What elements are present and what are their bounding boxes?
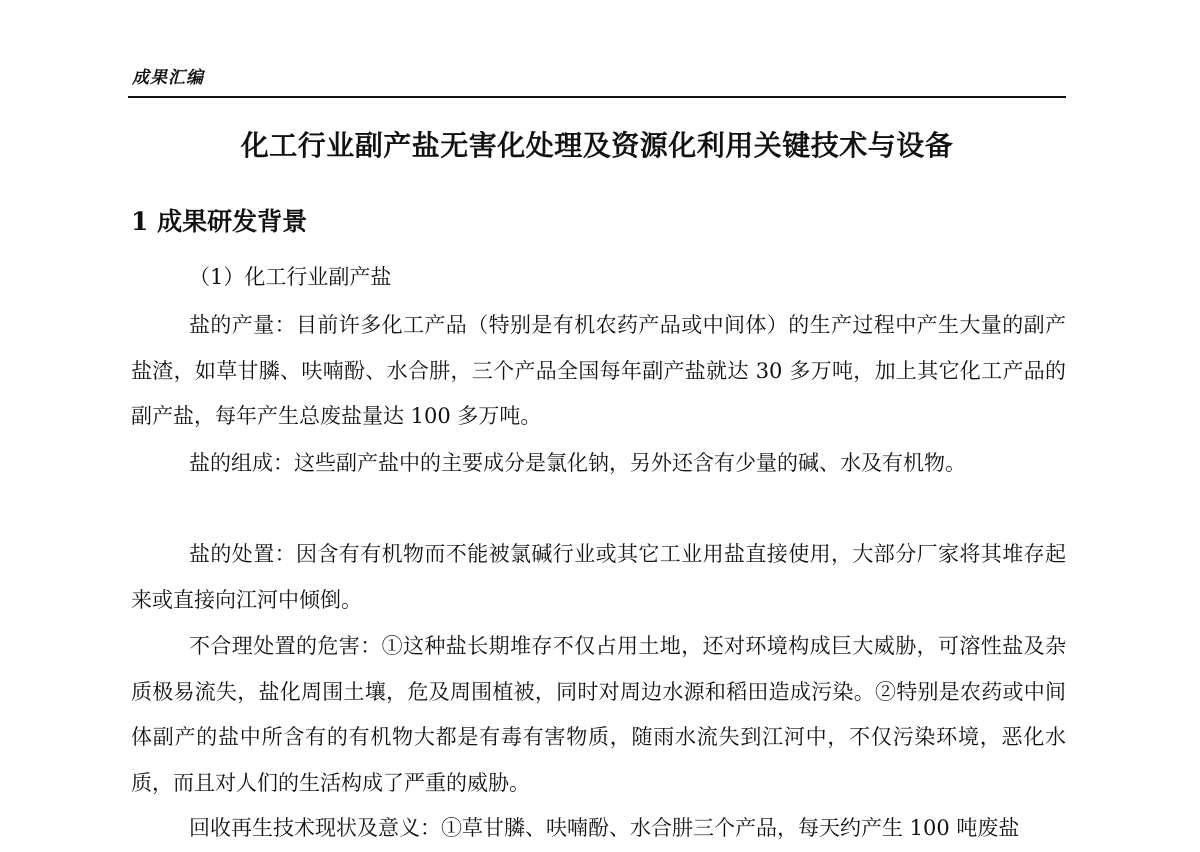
paragraph-lead: 盐的处置： <box>189 542 296 566</box>
paragraph-salt-composition <box>131 441 1066 487</box>
paragraph-lead: 盐的组成： <box>189 451 294 475</box>
paragraph-text: 这些副产盐中的主要成分是氯化钠，另外还含有少量的碱、水及有机物。 <box>294 451 966 475</box>
paragraph-text: 因含有有机物而不能被氯碱行业或其它工业用盐直接使用，大部分厂家将其堆存起来或直接向江河中倾倒。 <box>131 542 1066 612</box>
section-heading: 1 成果研发背景 <box>131 207 308 236</box>
header-rule <box>128 96 1066 98</box>
running-header: 成果汇编 <box>132 68 204 88</box>
subsection-heading: （1）化工行业副产盐 <box>189 265 392 289</box>
paragraph-cutoff <box>131 806 1066 852</box>
paragraph-salt-disposal <box>131 532 1066 623</box>
paragraph-lead: 盐的产量： <box>189 313 296 337</box>
paragraph-lead: 不合理处置的危害： <box>189 634 382 658</box>
paragraph-text: ①草甘膦、呋喃酚、水合肼三个产品，每天约产生 100 吨废盐 <box>441 816 1020 840</box>
paragraph-disposal-hazards <box>131 624 1066 806</box>
paragraph-text: 目前许多化工产品（特别是有机农药产品或中间体）的生产过程中产生大量的副产盐渣，如草甘膦、呋喃酚、水合肼，三个产品全国每年副产盐就达 30 多万吨，加上其它化工产品的副产盐，每年产生总废盐量达 100 多万吨。 <box>131 313 1066 428</box>
paragraph-lead: 回收再生技术现状及意义： <box>189 816 441 840</box>
paragraph-salt-output <box>131 303 1066 440</box>
paragraph-text: ①这种盐长期堆存不仅占用土地，还对环境构成巨大威胁，可溶性盐及杂质极易流失，盐化周围土壤，危及周围植被，同时对周边水源和稻田造成污染。②特别是农药或中间体副产的盐中所含有的有机物大都是有毒有害物质，随雨水流失到江河中，不仅污染环境，恶化水质，而且对人们的生活构成了严重的威胁。 <box>131 634 1067 795</box>
document-title: 化工行业副产盐无害化处理及资源化利用关键技术与设备 <box>240 129 954 162</box>
